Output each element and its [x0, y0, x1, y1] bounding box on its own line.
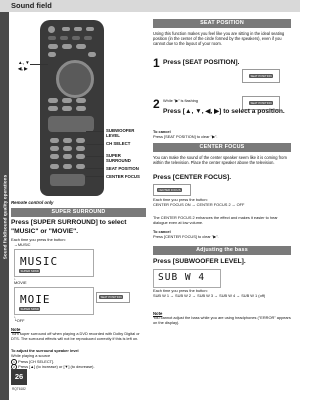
step-number: 1: [153, 56, 160, 70]
remote-button: [62, 27, 70, 31]
remote-button: [63, 138, 72, 143]
lcd-text-subwoofer: SUB W 4: [158, 272, 206, 283]
seat-position-indicator: SEAT POSITION: [100, 295, 122, 299]
remote-button: [48, 98, 58, 103]
remote-button: [63, 164, 72, 169]
callout-super-surround: SUPER SURROUND: [106, 153, 131, 163]
super-surround-heading: Press [SUPER SURROUND] to select "MUSIC" or "MOVIE".: [11, 219, 127, 235]
adjust-header: To adjust the surround speaker level: [11, 348, 79, 353]
step-2-icon: 2: [11, 364, 17, 370]
remote-button: [48, 36, 56, 40]
adjust-step-1-text: Press [CH SELECT].: [18, 359, 55, 364]
callout-line: [86, 131, 104, 132]
remote-button: [50, 146, 59, 151]
seat-position-intro: Using this function makes you feel like you are sitting in the ideal seating position (in the center of the circle formed by the speakers), even if you cannot due to the layout of your room.: [153, 31, 285, 47]
page-code: RQT6182: [12, 387, 26, 391]
cancel-header: To cancel: [153, 129, 171, 134]
side-tab: [0, 12, 9, 400]
callout-line: [86, 176, 104, 177]
center-focus-heading: Press [CENTER FOCUS].: [153, 174, 232, 181]
remote-button: [62, 44, 72, 49]
callout-ch-select: CH SELECT: [106, 141, 131, 146]
option-movie: MOVIE: [14, 280, 27, 285]
remote-button: [63, 146, 72, 151]
seat-position-display: [242, 69, 280, 83]
press-cycle-label: Each time you press the button:: [153, 288, 208, 293]
bass-heading: Press [SUBWOOFER LEVEL].: [153, 258, 246, 265]
cancel-text: Press [SEAT POSITION] to clear "▶".: [153, 134, 218, 139]
side-tab-label: Sound field/sound quality operations: [2, 174, 7, 260]
remote-button: [48, 44, 58, 49]
remote-button-group: [48, 116, 94, 132]
note-text: Turn super surround off when playing a DVD recorded with Dolby Digital or DTS. The surround effects will not be reproduced correctly if this is left on.: [11, 331, 140, 341]
remote-button: [50, 164, 59, 169]
remote-button: [88, 52, 96, 57]
seat-position-indicator: SEAT POSITION: [250, 101, 272, 105]
center-focus-intro: You can make the sound of the center speaker seem like it is coming from within the television. Place the center speaker above the television.: [153, 155, 287, 166]
press-cycle-label: Each time you press the button:: [153, 197, 208, 202]
remote-button-group: [50, 174, 85, 186]
arrow-down-icon: ↓: [14, 314, 16, 319]
lcd-text-music: MUSIC: [20, 255, 59, 268]
seat-step2-pre: While "▶" is flashing: [163, 98, 198, 103]
note-header: Note: [11, 327, 21, 332]
remote-button: [76, 138, 85, 143]
remote-button: [60, 36, 68, 40]
cursor-keys-label: ▲, ▼ ◀, ▶: [18, 60, 30, 71]
remote-button: [50, 138, 59, 143]
remote-button: [50, 154, 59, 159]
adjust-step-2-text: Press [▲] (to increase) or [▼] (to decrease).: [18, 364, 95, 369]
seat-position-banner: SEAT POSITION: [153, 19, 291, 28]
lcd-text-movie: MOIE: [20, 293, 51, 306]
press-cycle-label: Each time you press the button:: [11, 237, 66, 242]
note-header: Note: [153, 311, 163, 316]
remote-control: [40, 20, 104, 196]
remote-button: [76, 154, 85, 159]
seat-step2-heading: Press [▲, ▼, ◀, ▶] to select a position.: [163, 108, 285, 115]
remote-button: [48, 106, 58, 111]
section-header: [0, 0, 300, 12]
callout-line: [86, 144, 104, 145]
option-off: └OFF: [14, 318, 25, 323]
super-surround-banner: SUPER SURROUND: [11, 208, 146, 217]
callout-line: [86, 168, 104, 169]
arrow-down-icon: ↓: [14, 276, 16, 281]
adjust-line: While playing a source: [11, 353, 51, 358]
center-focus-cycle: CENTER FOCUS ON → CENTER FOCUS 2 → OFF: [153, 202, 245, 207]
remote-button: [86, 27, 94, 31]
page-number: 26: [11, 369, 27, 385]
remote-button: [48, 52, 56, 57]
callout-center-focus: CENTER FOCUS: [106, 174, 140, 179]
callout-seat-position: SEAT POSITION: [106, 166, 139, 171]
option-music: →MUSIC: [14, 242, 31, 247]
callout-subwoofer-level: SUBWOOFER LEVEL: [106, 128, 135, 138]
option-music-label: MUSIC: [17, 242, 31, 247]
bass-banner: Adjusting the bass: [153, 246, 291, 255]
remote-button: [62, 98, 72, 103]
note-text: You cannot adjust the bass while you are using headphones ("ERROR" appears on the display).: [153, 315, 291, 325]
remote-button: [72, 36, 80, 40]
remote-button: [63, 154, 72, 159]
super-srnd-indicator: SUPER SRND: [20, 307, 39, 311]
step-number: 2: [153, 97, 160, 111]
power-button-icon: [48, 26, 55, 33]
center-focus-indicator: CENTER FOCUS: [158, 188, 181, 192]
step-1-icon: 1: [11, 359, 17, 365]
center-focus-banner: CENTER FOCUS: [153, 143, 291, 152]
option-off-label: OFF: [16, 318, 25, 323]
remote-button: [76, 164, 85, 169]
seat-position-indicator: SEAT POSITION: [250, 74, 272, 78]
remote-button: [74, 27, 82, 31]
section-title: Sound field: [11, 1, 52, 10]
adjust-step-2: [11, 364, 147, 370]
seat-step1-heading: Press [SEAT POSITION].: [163, 59, 240, 66]
remote-button: [76, 146, 85, 151]
callout-line: [86, 156, 104, 157]
remote-button: [84, 36, 92, 40]
callout-line: [30, 64, 48, 65]
cursor-ring-icon: [56, 60, 94, 98]
bass-cycle: SUB W 1 → SUB W 2 → SUB W 3 → SUB W 4 → SUB W 1 (off): [153, 293, 266, 298]
center-focus-display: [153, 184, 191, 196]
remote-button: [76, 44, 86, 49]
remote-caption: Remote control only: [11, 200, 54, 205]
remote-button: [62, 106, 72, 111]
display-movie: [14, 287, 94, 315]
cancel-header: To cancel: [153, 229, 171, 234]
remote-button: [76, 98, 86, 103]
center-focus-enhance: The CENTER FOCUS 2 enhances the effect and makes it easier to hear dialogue even at low volume.: [153, 215, 278, 225]
cancel-text: Press [CENTER FOCUS] to clear "▶".: [153, 234, 219, 239]
display-subwoofer: [153, 269, 221, 288]
remote-button: [76, 106, 86, 111]
display-music: [14, 249, 94, 277]
super-srnd-indicator: SUPER SRND: [20, 269, 39, 273]
seat-position-display: [96, 292, 130, 303]
